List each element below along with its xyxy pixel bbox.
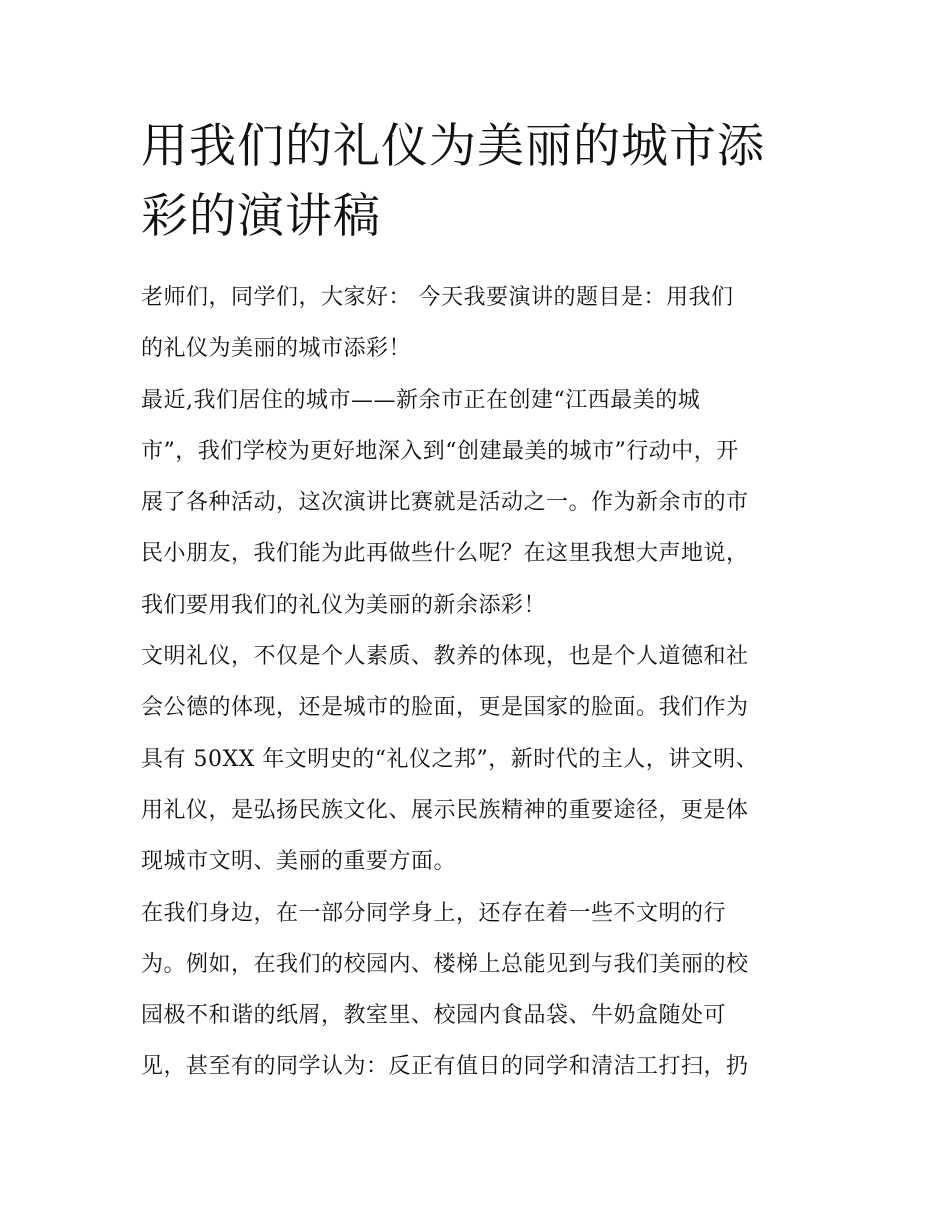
- body-line: 在我们身边，在一部分同学身上，还存在着一些不文明的行: [141, 900, 727, 926]
- body-line: 我们要用我们的礼仪为美丽的新余添彩！: [141, 592, 547, 618]
- body-line: 民小朋友，我们能为此再做些什么呢？在这里我想大声地说，: [141, 541, 749, 567]
- body-line: 的礼仪为美丽的城市添彩！: [141, 336, 412, 362]
- body-line: 会公德的体现，还是城市的脸面，更是国家的脸面。我们作为: [141, 695, 749, 721]
- body-line: 为。例如，在我们的校园内、楼梯上总能见到与我们美丽的校: [141, 951, 749, 977]
- body-line: 市”，我们学校为更好地深入到“创建最美的城市”行动中，开: [141, 438, 739, 464]
- body-line: 现城市文明、美丽的重要方面。: [141, 849, 457, 875]
- body-line: 用礼仪，是弘扬民族文化、展示民族精神的重要途径，更是体: [141, 797, 749, 823]
- title-line: 彩的演讲稿: [141, 189, 381, 244]
- document-page: [141, 112, 813, 1093]
- body-line: 老师们，同学们，大家好： 今天我要演讲的题目是：用我们: [141, 285, 734, 310]
- body-line: 园极不和谐的纸屑，教室里、校园内食品袋、牛奶盒随处可: [141, 1003, 727, 1029]
- body-line: 具有 50XX 年文明史的“礼仪之邦”，新时代的主人，讲文明、: [141, 746, 759, 772]
- body-line: 见，甚至有的同学认为：反正有值日的同学和清洁工打扫，扔: [141, 1054, 749, 1080]
- document-title: [141, 112, 813, 252]
- body-line: 文明礼仪，不仅是个人素质、教养的体现，也是个人道德和社: [141, 644, 749, 670]
- body-line: 最近,我们居住的城市——新余市正在创建“江西最美的城: [141, 387, 701, 413]
- title-line: 用我们的礼仪为美丽的城市添: [141, 119, 765, 174]
- document-body: [141, 272, 813, 1093]
- body-line: 展了各种活动，这次演讲比赛就是活动之一。作为新余市的市: [141, 490, 749, 516]
